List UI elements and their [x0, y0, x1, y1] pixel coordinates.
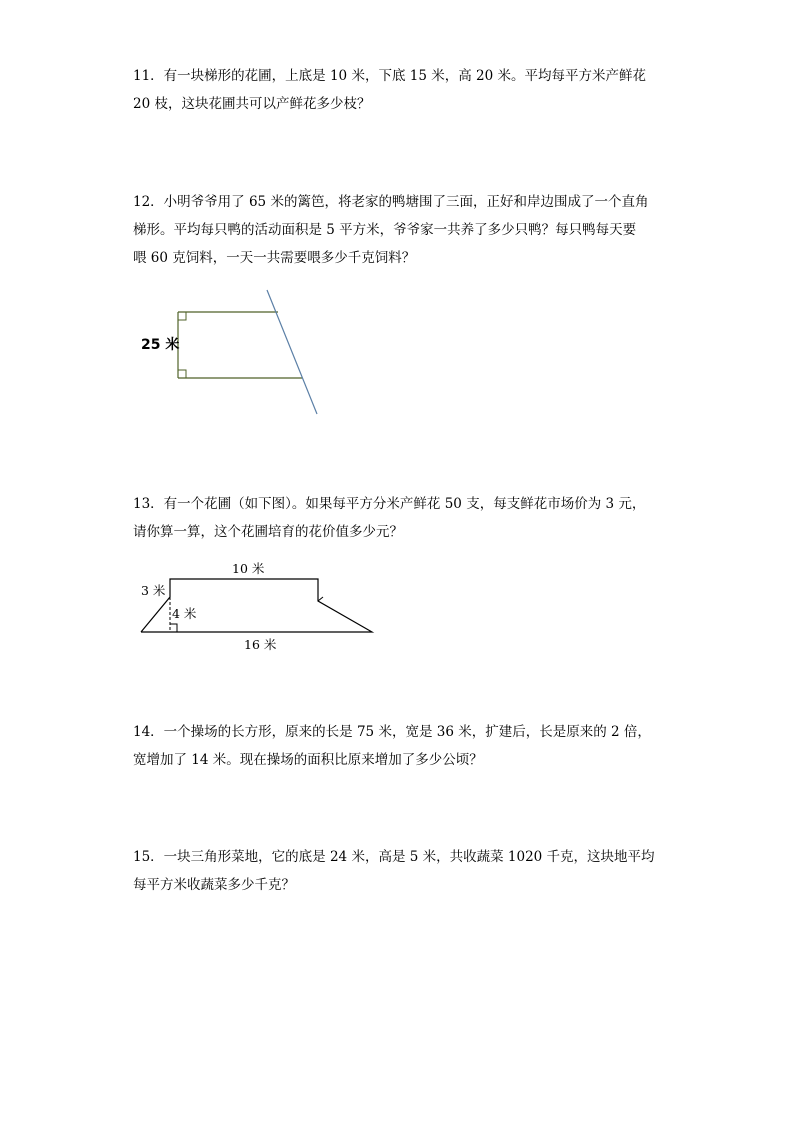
question-12-line-2: 梯形。平均每只鸭的活动面积是 5 平方米，爷爷家一共养了多少只鸭？每只鸭每天要	[133, 222, 637, 238]
shore-line	[267, 290, 317, 414]
question-12-line-1: 12．小明爷爷用了 65 米的篱笆，将老家的鸭塘围了三面，正好和岸边围成了一个直角	[133, 194, 649, 210]
question-14-line-2: 宽增加了 14 米。现在操场的面积比原来增加了多少公顷？	[133, 752, 483, 768]
question-15	[133, 843, 663, 899]
left-length-label: 3 米	[141, 583, 166, 598]
question-14	[133, 718, 663, 774]
question-13	[133, 490, 663, 546]
question-13-line-1: 13．有一个花圃（如下图）。如果每平方分米产鲜花 50 支，每支鲜花市场价为 3 元，	[133, 496, 646, 512]
notch-line	[318, 597, 323, 601]
question-12	[133, 188, 663, 272]
question-12-figure	[130, 280, 330, 420]
question-13-figure	[130, 555, 390, 655]
bottom-length-label: 16 米	[244, 637, 277, 652]
question-13-line-2: 请你算一算，这个花圃培育的花价值多少元？	[133, 524, 403, 540]
right-angle-mark-top	[178, 312, 186, 320]
right-angle-mark	[170, 624, 177, 632]
question-15-line-1: 15．一块三角形菜地，它的底是 24 米，高是 5 米，共收蔬菜 1020 千克，这块地平均	[133, 849, 655, 865]
right-angle-mark-bottom	[178, 370, 186, 378]
top-length-label: 10 米	[232, 561, 265, 576]
side-length-label: 25 米	[141, 337, 180, 353]
question-15-line-2: 每平方米收蔬菜多少千克？	[133, 877, 295, 893]
question-11-line-1: 11．有一块梯形的花圃，上底是 10 米，下底 15 米，高 20 米。平均每平方米产鲜花	[133, 68, 646, 84]
height-label: 4 米	[172, 606, 197, 621]
question-14-line-1: 14．一个操场的长方形，原来的长是 75 米，宽是 36 米，扩建后，长是原来的 2 倍，	[133, 724, 651, 740]
question-11	[133, 62, 663, 118]
question-11-line-2: 20 枝，这块花圃共可以产鲜花多少枝？	[133, 96, 371, 112]
question-12-line-3: 喂 60 克饲料，一天一共需要喂多少千克饲料？	[133, 250, 416, 266]
